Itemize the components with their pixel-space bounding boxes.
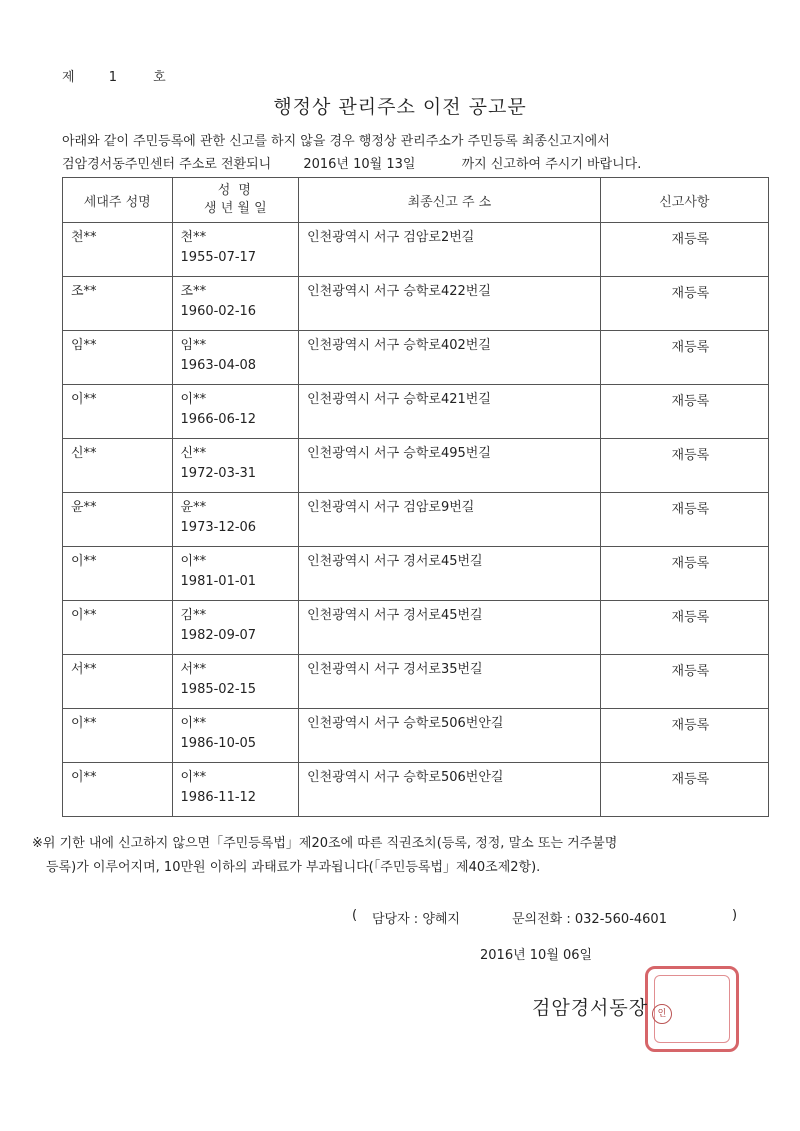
intro-line-2-a: 검암경서동주민센터 주소로 전환되니 bbox=[62, 157, 272, 172]
householder-cell bbox=[63, 709, 173, 763]
householder-name: 임** bbox=[71, 338, 97, 353]
report-status: 재등록 bbox=[671, 772, 710, 787]
table-row bbox=[63, 277, 769, 331]
birth-date: 1985-02-15 bbox=[180, 682, 257, 697]
person-name: 윤** bbox=[180, 500, 207, 515]
address-cell bbox=[299, 385, 601, 439]
person-name: 조** bbox=[180, 284, 207, 299]
report-cell bbox=[600, 223, 768, 277]
footnote-line-1: ※위 기한 내에 신고하지 않으면「주민등록법」제20조에 따른 직권조치(등록, 정정, 말소 또는 거주불명 bbox=[32, 836, 618, 851]
address-cell bbox=[299, 331, 601, 385]
seal-mark: 인 bbox=[652, 1004, 672, 1024]
report-cell bbox=[600, 277, 768, 331]
table-body bbox=[63, 223, 769, 817]
person-name: 김** bbox=[180, 608, 207, 623]
birth-date: 1981-01-01 bbox=[180, 574, 257, 589]
report-cell bbox=[600, 709, 768, 763]
person-name: 이** bbox=[180, 554, 207, 569]
address-cell bbox=[299, 493, 601, 547]
name-dob-cell bbox=[172, 547, 299, 601]
householder-name: 조** bbox=[71, 284, 97, 299]
address-text: 인천광역시 서구 승학로506번안길 bbox=[307, 770, 504, 785]
name-dob-cell bbox=[172, 223, 299, 277]
birth-date: 1973-12-06 bbox=[180, 520, 257, 535]
birth-date: 1982-09-07 bbox=[180, 628, 257, 643]
birth-date: 1966-06-12 bbox=[180, 412, 257, 427]
table-row bbox=[63, 709, 769, 763]
table-row bbox=[63, 763, 769, 817]
table-row bbox=[63, 439, 769, 493]
address-text: 인천광역시 서구 경서로35번길 bbox=[307, 662, 483, 677]
name-dob-cell bbox=[172, 763, 299, 817]
contact-phone: 문의전화 : 032-560-4601 bbox=[512, 912, 667, 927]
document-title: 행정상 관리주소 이전 공고문 bbox=[273, 96, 527, 118]
report-cell bbox=[600, 655, 768, 709]
address-text: 인천광역시 서구 경서로45번길 bbox=[307, 554, 483, 569]
householder-name: 신** bbox=[71, 446, 97, 461]
address-text: 인천광역시 서구 승학로506번안길 bbox=[307, 716, 504, 731]
report-cell bbox=[600, 439, 768, 493]
report-cell bbox=[600, 763, 768, 817]
report-cell bbox=[600, 601, 768, 655]
person-name: 천** bbox=[180, 230, 207, 245]
issue-number bbox=[62, 66, 168, 85]
householder-cell bbox=[63, 763, 173, 817]
name-dob-cell bbox=[172, 709, 299, 763]
table-row bbox=[63, 547, 769, 601]
name-dob-cell bbox=[172, 277, 299, 331]
header-name: 성 명 bbox=[217, 183, 253, 198]
address-text: 인천광역시 서구 승학로402번길 bbox=[307, 338, 491, 353]
birth-date: 1972-03-31 bbox=[180, 466, 257, 481]
address-text: 인천광역시 서구 승학로495번길 bbox=[307, 446, 491, 461]
birth-date: 1960-02-16 bbox=[180, 304, 257, 319]
header-dob: 생 년 월 일 bbox=[204, 201, 267, 216]
table-header-row bbox=[63, 178, 769, 223]
report-status: 재등록 bbox=[671, 232, 710, 247]
householder-name: 윤** bbox=[71, 500, 97, 515]
birth-date: 1963-04-08 bbox=[180, 358, 257, 373]
householder-name: 이** bbox=[71, 770, 97, 785]
header-name-dob bbox=[172, 178, 299, 223]
householder-name: 이** bbox=[71, 392, 97, 407]
address-text: 인천광역시 서구 경서로45번길 bbox=[307, 608, 483, 623]
householder-name: 이** bbox=[71, 554, 97, 569]
person-name: 이** bbox=[180, 716, 207, 731]
report-cell bbox=[600, 331, 768, 385]
householder-cell bbox=[63, 277, 173, 331]
name-dob-cell bbox=[172, 493, 299, 547]
person-name: 임** bbox=[180, 338, 207, 353]
address-text: 인천광역시 서구 승학로422번길 bbox=[307, 284, 491, 299]
report-status: 재등록 bbox=[671, 556, 710, 571]
address-text: 인천광역시 서구 승학로421번길 bbox=[307, 392, 491, 407]
address-cell bbox=[299, 439, 601, 493]
householder-cell bbox=[63, 655, 173, 709]
name-dob-cell bbox=[172, 601, 299, 655]
address-cell bbox=[299, 277, 601, 331]
birth-date: 1986-11-12 bbox=[180, 790, 257, 805]
householder-cell bbox=[63, 439, 173, 493]
report-status: 재등록 bbox=[671, 718, 710, 733]
birth-date: 1955-07-17 bbox=[180, 250, 257, 265]
name-dob-cell bbox=[172, 385, 299, 439]
householder-cell bbox=[63, 385, 173, 439]
table-row bbox=[63, 385, 769, 439]
person-name: 이** bbox=[180, 770, 207, 785]
issue-date: 2016년 10월 06일 bbox=[480, 948, 593, 963]
issue-number-value: 1 bbox=[108, 70, 119, 85]
table-row bbox=[63, 655, 769, 709]
person-name: 신** bbox=[180, 446, 207, 461]
report-status: 재등록 bbox=[671, 394, 710, 409]
birth-date: 1986-10-05 bbox=[180, 736, 257, 751]
householder-cell bbox=[63, 331, 173, 385]
footnote-line-2: 등록)가 이루어지며, 10만원 이하의 과태료가 부과됩니다(「주민등록법」제40조제2항). bbox=[46, 860, 541, 875]
address-cell bbox=[299, 709, 601, 763]
table-row bbox=[63, 601, 769, 655]
householder-name: 이** bbox=[71, 608, 97, 623]
contact-close-paren: ) bbox=[732, 908, 738, 923]
intro-line-1: 아래와 같이 주민등록에 관한 신고를 하지 않을 경우 행정상 관리주소가 주민등록 최종신고지에서 bbox=[62, 134, 610, 149]
report-cell bbox=[600, 547, 768, 601]
footnote bbox=[32, 832, 772, 880]
table-row bbox=[63, 223, 769, 277]
address-cell bbox=[299, 655, 601, 709]
report-status: 재등록 bbox=[671, 286, 710, 301]
report-status: 재등록 bbox=[671, 610, 710, 625]
intro-line-2 bbox=[62, 153, 762, 176]
table-row bbox=[63, 493, 769, 547]
householder-cell bbox=[63, 223, 173, 277]
header-householder: 세대주 성명 bbox=[63, 178, 173, 223]
report-cell bbox=[600, 493, 768, 547]
name-dob-cell bbox=[172, 655, 299, 709]
report-status: 재등록 bbox=[671, 340, 710, 355]
householder-name: 천** bbox=[71, 230, 97, 245]
deadline-date: 2016년 10월 13일 bbox=[303, 157, 416, 172]
person-name: 이** bbox=[180, 392, 207, 407]
householder-name: 서** bbox=[71, 662, 97, 677]
report-cell bbox=[600, 385, 768, 439]
issue-prefix: 제 bbox=[62, 70, 77, 85]
signature-title: 검암경서동장 bbox=[532, 997, 649, 1019]
intro-line-2-b: 까지 신고하여 주시기 바랍니다. bbox=[461, 157, 642, 172]
householder-cell bbox=[63, 601, 173, 655]
table-row bbox=[63, 331, 769, 385]
notice-table bbox=[62, 177, 769, 817]
contact-person: 담당자 : 양혜지 bbox=[372, 912, 460, 927]
address-cell bbox=[299, 601, 601, 655]
address-cell bbox=[299, 223, 601, 277]
name-dob-cell bbox=[172, 439, 299, 493]
householder-cell bbox=[63, 547, 173, 601]
contact-open-paren: ( bbox=[352, 908, 358, 923]
address-cell bbox=[299, 547, 601, 601]
address-cell bbox=[299, 763, 601, 817]
header-report: 신고사항 bbox=[600, 178, 768, 223]
header-address: 최종신고 주 소 bbox=[299, 178, 601, 223]
address-text: 인천광역시 서구 검암로9번길 bbox=[307, 500, 475, 515]
person-name: 서** bbox=[180, 662, 207, 677]
report-status: 재등록 bbox=[671, 502, 710, 517]
report-status: 재등록 bbox=[671, 664, 710, 679]
address-text: 인천광역시 서구 검암로2번길 bbox=[307, 230, 475, 245]
intro-paragraph bbox=[62, 130, 762, 176]
report-status: 재등록 bbox=[671, 448, 710, 463]
householder-name: 이** bbox=[71, 716, 97, 731]
householder-cell bbox=[63, 493, 173, 547]
issue-suffix: 호 bbox=[153, 70, 168, 85]
name-dob-cell bbox=[172, 331, 299, 385]
